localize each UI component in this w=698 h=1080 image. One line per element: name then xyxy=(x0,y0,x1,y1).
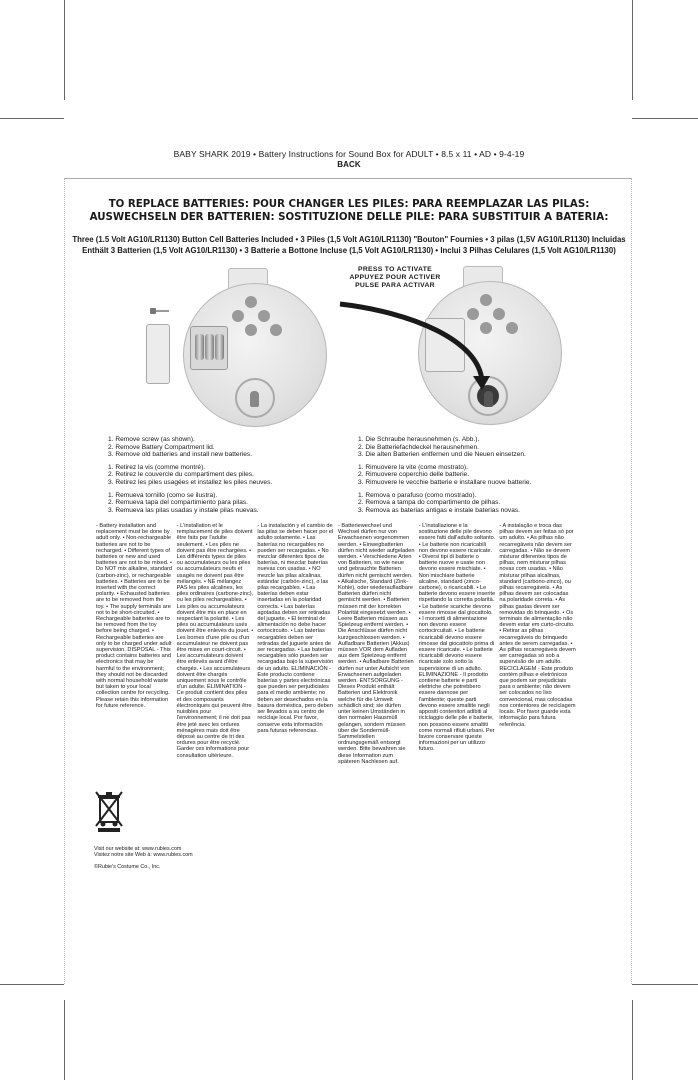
step: 3. Die alten Batterien entfernen und die Neuen einsetzen. xyxy=(358,451,526,459)
speaker-hole xyxy=(245,296,257,308)
arrow-icon xyxy=(330,290,500,400)
steps-it xyxy=(358,464,608,487)
header-side: BACK xyxy=(337,160,361,169)
step: 2. Remove Battery Compartment lid. xyxy=(108,443,215,451)
step: 1. Remueva tornillo (como se ilustra). xyxy=(108,491,218,499)
steps-left xyxy=(108,436,348,519)
battery-cell xyxy=(205,334,214,360)
press-label-fr: APPUYEZ POUR ACTIVER xyxy=(349,274,441,281)
step: 2. Remova a tampa do compartimento de pilhas. xyxy=(358,499,501,507)
step: 3. Remova as baterias antigas e instale baterias novas. xyxy=(358,506,521,514)
press-label-es: PULSE PARA ACTIVAR xyxy=(355,282,435,289)
step: 2. Remueva tapa del compartimiento para pilas. xyxy=(108,499,249,507)
header-info: BABY SHARK 2019 • Battery Instructions for Sound Box for ADULT • 8.5 x 11 • AD • 9-4-19 xyxy=(173,149,525,159)
step: 3. Remove old batteries and install new batteries. xyxy=(108,451,253,459)
weee-bin-icon xyxy=(94,790,124,832)
crop-mark xyxy=(632,1000,633,1080)
speaker-hole xyxy=(258,310,270,322)
steps-de xyxy=(358,436,608,459)
crop-mark xyxy=(64,0,65,100)
battery-cell xyxy=(215,334,224,360)
crop-mark xyxy=(632,984,698,985)
step: 1. Die Schraube herausnehmen (s. Abb.). xyxy=(358,436,480,443)
copyright: ©Rubie's Costume Co., Inc. xyxy=(94,864,161,870)
step: 3. Remueva las pilas usadas y instale pilas nuevas. xyxy=(108,506,259,514)
step: 1. Rimuovere la vite (come mostrato). xyxy=(358,463,468,471)
steps-pt xyxy=(358,492,608,515)
steps-right xyxy=(358,436,608,519)
steps-fr xyxy=(108,464,348,487)
warning-column-de: - Batteriewechsel und Wechsel dürfen nur von Erwachsenen vorgenommen werden. • Einwegbatterien dürfen nicht wieder aufgeladen werden. • Verschiedene Arten von Batterien, so wie neue und gebrauchte Batterien dürfen nicht gemischt werden. • Alkalische, Standard (Zink-Kohle), oder wiederaufladbare Batterien dürfen nicht gemischt werden. • Batterien müssen mit der korrekten Polarität eingesetzt werden. • Leere Batterien müssen aus Spielzeug entfernt werden. • Die Anschlüsse dürfen nicht kurzgeschlossen werden. • Aufladbare Batterien (Akkus) müssen VOR dem Aufladen aus dem Spielzeug entfernt werden. • Aufladbare Batterien dürfen nur unter Aufsicht von Erwachsenen aufgeladen werden. ENTSORGUNG - Dieses Produkt enthält Batterien und Elektronik welche für die Umwelt schädlich sind; sie dürfen unter keinen Umständen in den normalen Hausmüll gelangen, sondern müssen über die Sondermüll-Sammelstellen ordnungsgemäß entsorgt werden. Bitte bewahren sie diese Information zum späteren Nachlesen auf. xyxy=(338,523,415,765)
speaker-hole xyxy=(506,322,518,334)
battery-cell xyxy=(195,334,204,360)
step: 2. Die Batteriefachdeckel herausnehmen. xyxy=(358,443,479,451)
warning-column-fr: - L'installation et le remplacement de piles doivent être faits par l'adulte seulement. • Les piles ne doivent pas être rechargées. • Les différents types de piles ou accumulateurs ou les piles ou accumulateurs neufs et usagés ne doivent pas être mélangés. • NE mélangez PAS les piles alcalines, les piles ordinaires (carbone-zinc), ou les piles rechargeables. • Les piles ou accumulateurs doivent être mis en place en respectant la polarité. • Les piles ou accumulateurs usés doivent être enlevés du jouet. • Les bornes d'une pile ou d'un accumulateur ne doivent pas être mises en court-circuit. • Les accumulateurs doivent être enlevés avant d'être chargés. • Les accumulateurs doivent être chargés uniquement sous le contrôle d'un adulte. ÉLIMINATION - Ce produit contient des piles et des composants électroniques qui peuvent être nuisibles pour l'environnement; il ne doit pas être jeté avec les ordures ménagères mais doit être déposé au centre de tri des ordures pour être recyclé. Garder ces informations pour consultation ultérieure. xyxy=(176,523,254,759)
step: 1. Retirez la vis (comme montré). xyxy=(108,463,206,471)
speaker-hole xyxy=(232,310,244,322)
step: 3. Rimuovere le vecchie batterie e installare nuove batterie. xyxy=(358,478,532,486)
battery-info-line-1: Three (1.5 Volt AG10/LR1130) Button Cell Batteries Included • 3 Piles (1,5 Volt AG10/LR1130) "Bouton" Fournies • 3 pilas (1,5V AG10/LR1130) Incluidas xyxy=(72,235,626,244)
speaker-hole xyxy=(270,324,282,336)
step: 3. Retirez les piles usagées et installez les piles neuves. xyxy=(108,478,273,486)
screw-icon xyxy=(150,306,170,316)
step: 2. Rimuovere coperchio delle batterie. xyxy=(358,471,470,479)
warning-columns xyxy=(96,523,576,765)
step: 2. Retirez le couvercle du compartiment des piles. xyxy=(108,471,254,479)
warning-column-pt: - A instalação e troca das pilhas devem ser feitas só por um adulto. • As pilhas não recarregáveis não devem ser carregadas. • Não se devem misturar diferentes tipos de pilhas, nem misturar pilhas novas com usadas. • Não misturar pilhas alcalinas, standard (carbono-zinco), ou pilhas recarregáveis. • As pilhas devem ser colocadas na polaridade correta. • As pilhas gastas devem ser removidas do brinquedo. • Os terminais de alimentação não devem estar em curto-circuito. • Retirar as pilhas recarregáveis do brinquedo antes de serem carregadas. • As pilhas recarregáveis devem ser carregadas só sob a supervisão de um adulto. RECICLAGEM - Este produto contém pilhas e eletrónicos que podem ser prejudiciais para o ambiente; não devem ser colocados no lixo convencional, mas colocadas nos contentores de reciclagem locais. Por favor guarde esta informação para futura referência. xyxy=(499,523,576,728)
steps-es xyxy=(108,492,348,515)
title-line-2: AUSWECHSELN DER BATTERIEN: SOSTITUZIONE DELLE PILE: PARA SUBSTITUIR A BATERIA: xyxy=(89,210,609,223)
battery-info xyxy=(0,234,698,256)
crop-mark xyxy=(64,1000,65,1080)
crop-mark xyxy=(0,984,64,985)
press-to-activate-label xyxy=(320,266,470,290)
warning-column-es: - La instalación y el cambio de las pilas se deben hacer por el adulto solamente. • Las baterías no recargables no pueden ser recargadas. • No mezclar diferentes tipos de baterías, ni mezclar baterías nuevas con usadas. • NO mezcle las pilas alcalinas, estándar (carbón-zinc), o las pilas recargables. • Las baterías deben estar insertadas en la polaridad correcta. • Las baterías agotadas deben ser retiradas del juguete. • El terminal de alimentación no debe hacer cortocircuito. • Las baterías recargables deben ser retiradas del juguete antes de ser recargadas. • Las baterías recargables sólo pueden ser recargadas bajo la supervisión de un adulto. ELIMINACIÓN - Este producto contiene baterías y partes electrónicas que pueden ser perjudiciales para el medio ambiente; no deben ser desechados en la basura doméstica, pero deben ser llevados a su centro de reciclaje local. Por favor, conserve esta información para futuras referencias. xyxy=(257,523,334,734)
document-header xyxy=(0,149,698,169)
battery-lid xyxy=(146,324,170,384)
speaker-hole xyxy=(245,324,257,336)
website-fr: Visitez notre site Web à: www.rubies.com xyxy=(94,852,193,859)
crop-mark xyxy=(632,0,633,100)
button-slot xyxy=(250,391,259,407)
step: 1. Remove screw (as shown). xyxy=(108,436,195,443)
title-line-1: TO REPLACE BATTERIES: POUR CHANGER LES PILES: PARA REEMPLAZAR LAS PILAS: xyxy=(108,197,590,210)
crop-mark xyxy=(0,118,64,119)
crop-mark xyxy=(632,118,698,119)
press-label-en: PRESS TO ACTIVATE xyxy=(358,266,432,273)
website-info xyxy=(94,846,193,858)
warning-column-it: - L'installazione e la sostituzione delle pile devono essere fatti dall'adulto soltanto. • Le batterie non ricaricabili non devono essere ricaricate. • Diversi tipi di batterie o batterie nuove e usate non devono essere mischiate. • Non mischiare batterie alcaline, standard (zinco-carbone), o ricaricabili. • Le batterie devono essere inserite rispettando la corretta polarità. • Le batterie scariche devono essere rimosse dal giocattolo. • I morsetti di alimentazione non devono essere cortocircuitati. • Le batterie ricaricabili devono essere rimosse dal giocattolo prima di essere ricaricate. • Le batterie ricaricabili devono essere ricaricate solo sotto la supervisione di un adulto. ELIMINAZIONE - Il prodotto contiene batterie e parti elettriche che potrebbero essere dannose per l'ambiente; queste parti devono essere smaltite negli appositi contenitori adibiti al riciclaggio delle pile e batterie, non possono essere smaltiti come normali rifiuti urbani. Per favore conservare queste informazioni per un utilizzo futuro. xyxy=(418,523,496,753)
steps-en xyxy=(108,436,348,459)
website-en: Visit our website at: www.rubies.com xyxy=(94,846,182,852)
warning-column-en: - Battery installation and replacement must be done by adult only. • Non-rechargeable batteries are not to be recharged. • Different types of batteries or new and used batteries are not to be mixed. • Do NOT mix alkaline, standard (carbon-zinc), or rechargeable batteries. • Batteries are to be inserted with the correct polarity. • Exhausted batteries are to be removed from the toy. • The supply terminals are not to be short-circuited. • Rechargeable batteries are to be removed from the toy before being charged. • Rechargeable batteries are only to be charged under adult supervision. DISPOSAL - This product contains batteries and electronics that may be harmful to the environment; they should not be discarded with normal household waste but taken to your local collection centre for recycling. Please retain this information for future reference. xyxy=(96,523,173,709)
page-title xyxy=(24,197,673,223)
battery-info-line-2: Enthält 3 Batterien (1,5 Volt AG10/LR1130) • 3 Batterie a Bottone Incluse (1,5 Volt AG10/LR1130) • Inclui 3 Pilhas Celulares (1,5 Volt AG10/LR1130) xyxy=(82,246,616,255)
step: 1. Remova o parafuso (como mostrado). xyxy=(358,491,477,499)
